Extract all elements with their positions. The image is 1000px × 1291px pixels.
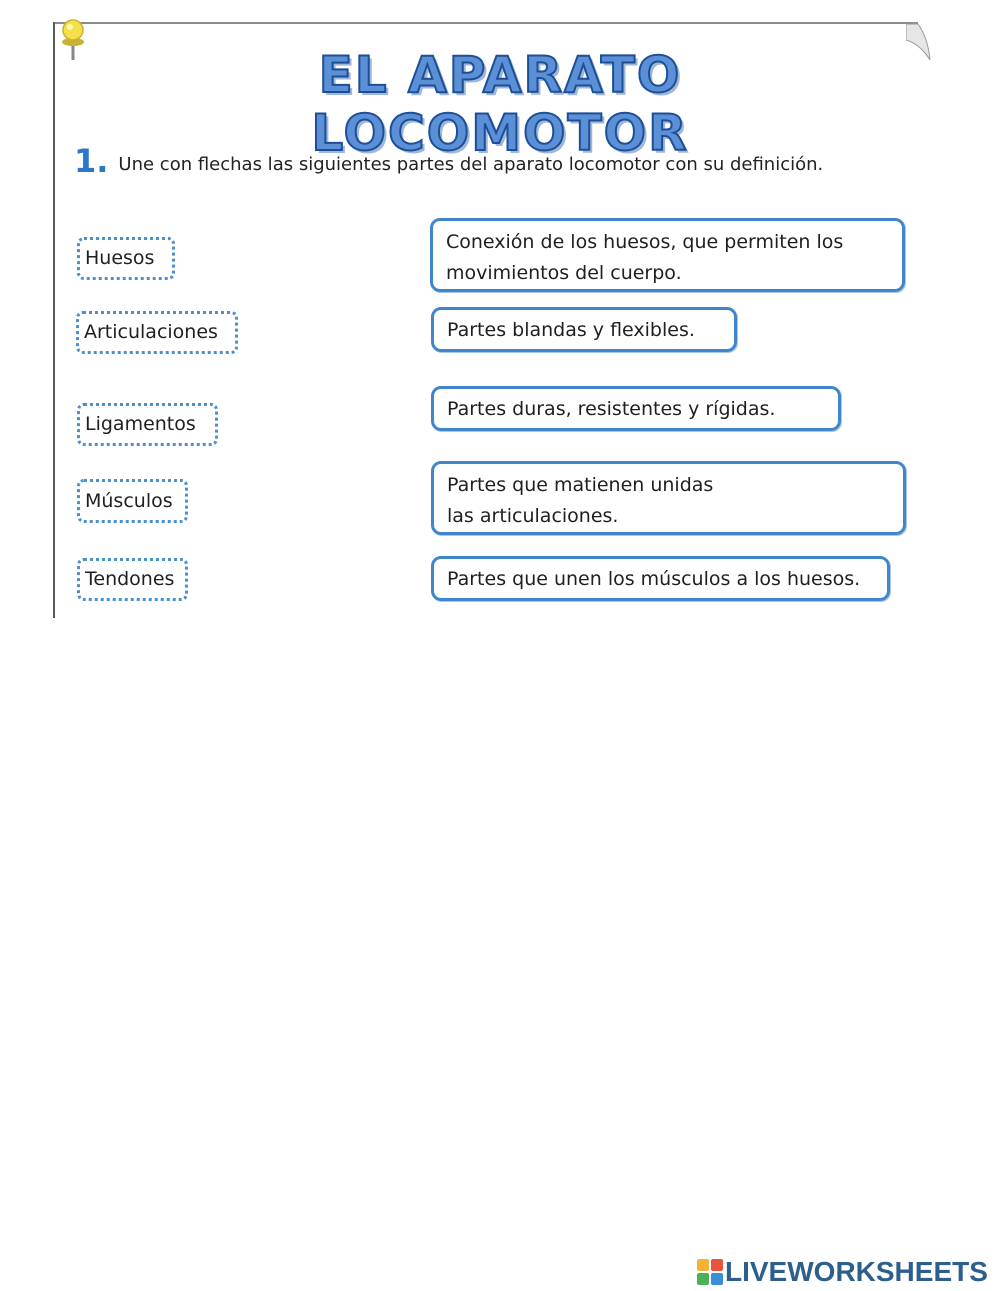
brand-name: LIVEWORKSHEETS — [725, 1256, 988, 1287]
worksheet-title: EL APARATO LOCOMOTOR — [311, 46, 689, 162]
definition-unidas[interactable]: Partes que matienen unidas las articulaciones. — [431, 461, 906, 535]
term-ligamentos[interactable]: Ligamentos — [77, 403, 218, 446]
frame-top-border — [54, 22, 918, 24]
definition-blandas[interactable]: Partes blandas y flexibles. — [431, 307, 737, 352]
term-huesos[interactable]: Huesos — [77, 237, 175, 280]
definition-duras[interactable]: Partes duras, resistentes y rígidas. — [431, 386, 841, 431]
exercise-instruction — [74, 142, 823, 180]
page-curl-icon — [906, 22, 932, 62]
frame-left-border — [53, 22, 55, 618]
term-musculos[interactable]: Músculos — [77, 479, 188, 523]
term-articulaciones[interactable]: Articulaciones — [76, 311, 238, 354]
exercise-number: 1. — [74, 142, 109, 180]
instruction-text: Une con flechas las siguientes partes del aparato locomotor con su definición. — [118, 154, 824, 175]
liveworksheets-logo-icon — [697, 1259, 723, 1285]
pushpin-icon — [58, 18, 88, 62]
definition-unen[interactable]: Partes que unen los músculos a los huesos. — [431, 556, 890, 601]
liveworksheets-logo — [697, 1256, 988, 1288]
definition-conexion[interactable]: Conexión de los huesos, que permiten los movimientos del cuerpo. — [430, 218, 905, 292]
term-tendones[interactable]: Tendones — [77, 558, 188, 601]
